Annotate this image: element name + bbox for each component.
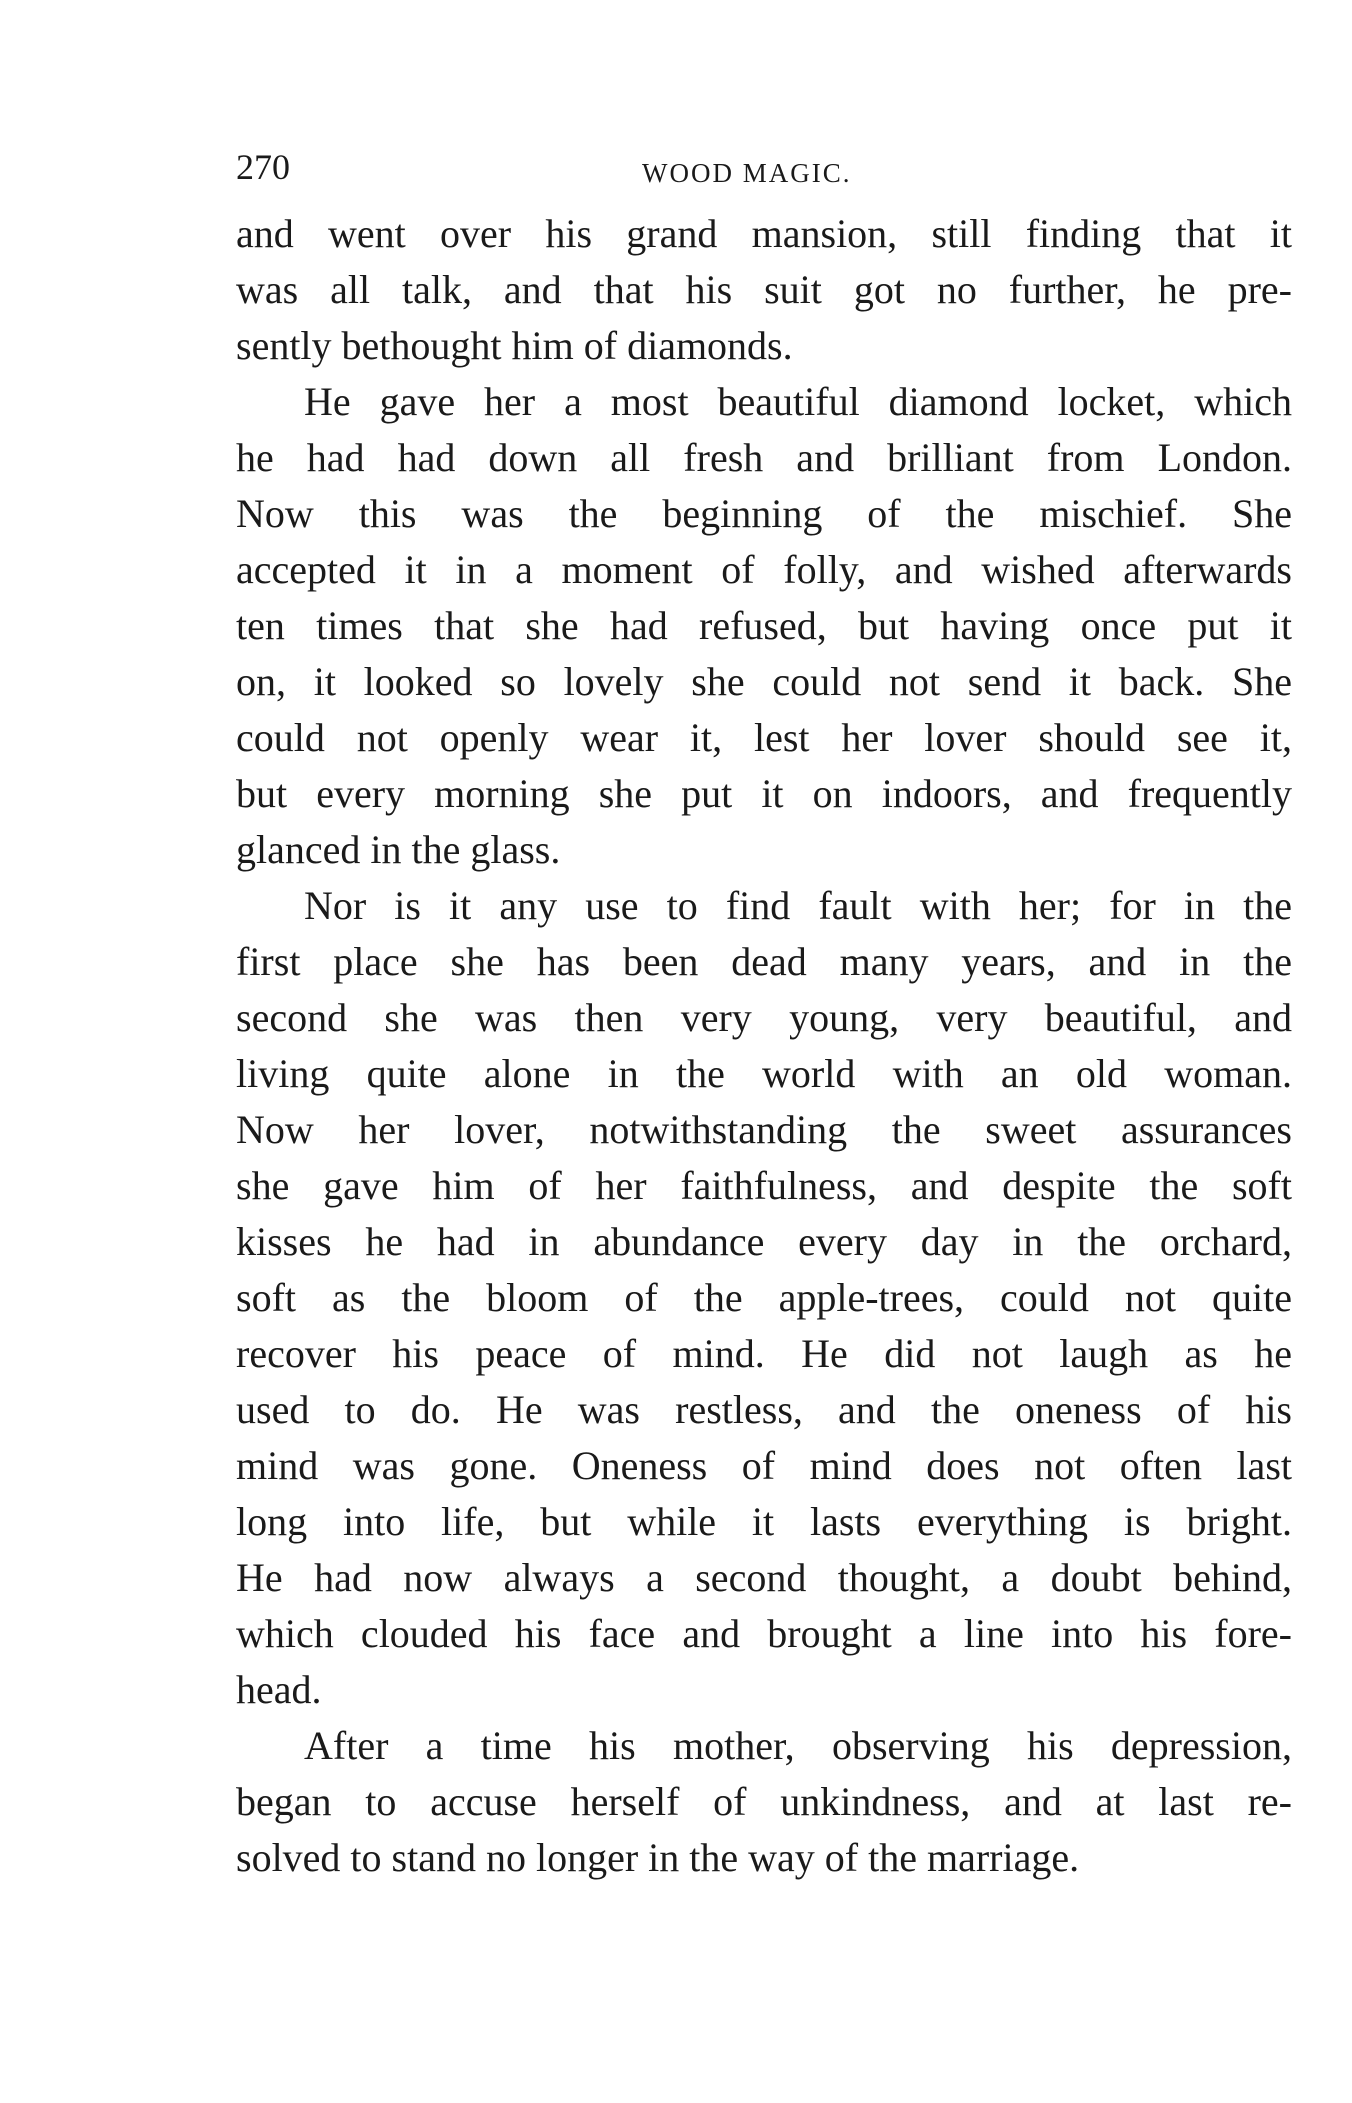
text-line: Nor is it any use to find fault with her; for in the (304, 883, 1292, 928)
text-line: He had now always a second thought, a doubt behind, (236, 1555, 1292, 1600)
text-line: was all talk, and that his suit got no further, he pre- (236, 267, 1292, 312)
running-title: WOOD MAGIC. (642, 158, 852, 188)
text-line: she gave him of her faithfulness, and despite the soft (236, 1163, 1292, 1208)
text-line: and went over his grand mansion, still finding that it (236, 211, 1292, 256)
text-line: used to do. He was restless, and the oneness of his (236, 1387, 1292, 1432)
text-line: kisses he had in abundance every day in the orchard, (236, 1219, 1292, 1264)
text-line: he had had down all fresh and brilliant from London. (236, 435, 1292, 480)
text-line: He gave her a most beautiful diamond locket, which (304, 379, 1292, 424)
text-line: sently bethought him of diamonds. (236, 323, 793, 368)
text-line: soft as the bloom of the apple-trees, could not quite (236, 1275, 1292, 1320)
book-page (236, 140, 1292, 1886)
text-line: solved to stand no longer in the way of the marriage. (236, 1835, 1080, 1880)
text-line: could not openly wear it, lest her lover should see it, (236, 715, 1292, 760)
text-line: began to accuse herself of unkindness, and at last re- (236, 1779, 1292, 1824)
paragraph (236, 1718, 1292, 1886)
page-number: 270 (236, 147, 290, 187)
text-line: which clouded his face and brought a line into his fore- (236, 1611, 1292, 1656)
text-line: first place she has been dead many years, and in the (236, 939, 1292, 984)
paragraph (236, 878, 1292, 1718)
text-line: glanced in the glass. (236, 827, 561, 872)
text-line: Now her lover, notwithstanding the sweet assurances (236, 1107, 1292, 1152)
paragraph (236, 374, 1292, 878)
paragraph (236, 206, 1292, 374)
text-line: accepted it in a moment of folly, and wished afterwards (236, 547, 1292, 592)
text-line: but every morning she put it on indoors, and frequently (236, 771, 1292, 816)
running-head (236, 140, 1292, 200)
text-line: ten times that she had refused, but having once put it (236, 603, 1292, 648)
text-line: mind was gone. Oneness of mind does not often last (236, 1443, 1292, 1488)
text-line: living quite alone in the world with an old woman. (236, 1051, 1292, 1096)
text-line: Now this was the beginning of the mischief. She (236, 491, 1292, 536)
text-line: recover his peace of mind. He did not laugh as he (236, 1331, 1292, 1376)
text-line: on, it looked so lovely she could not send it back. She (236, 659, 1292, 704)
text-line: head. (236, 1667, 322, 1712)
text-line: second she was then very young, very beautiful, and (236, 995, 1292, 1040)
body-text (236, 206, 1292, 1886)
text-line: After a time his mother, observing his depression, (304, 1723, 1292, 1768)
text-line: long into life, but while it lasts everything is bright. (236, 1499, 1292, 1544)
